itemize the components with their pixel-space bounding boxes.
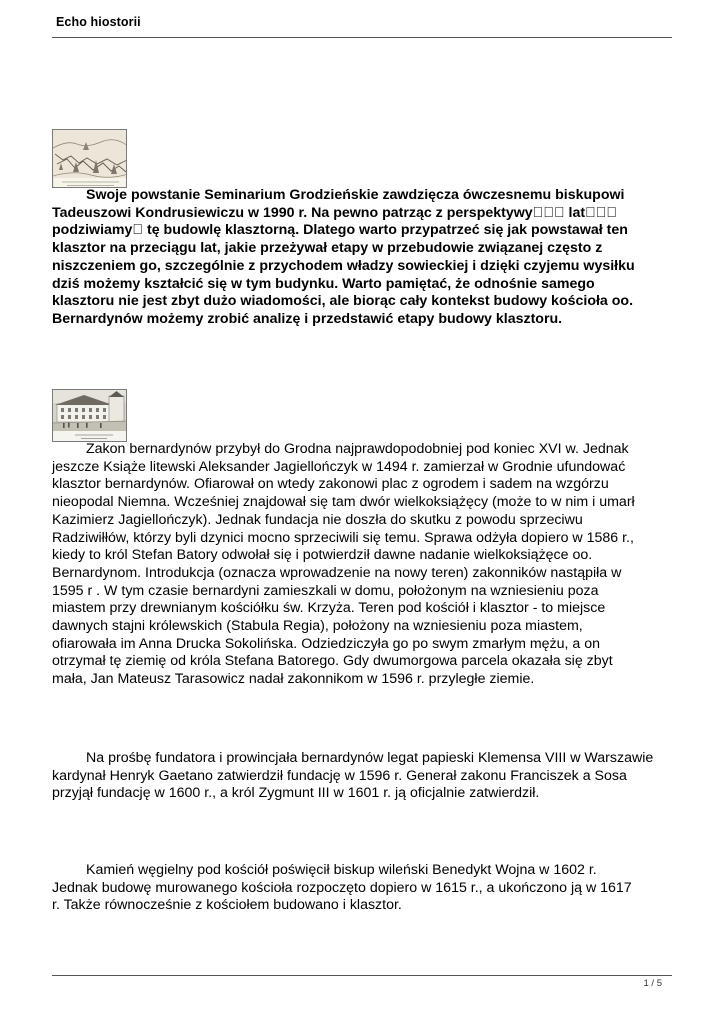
paragraph-line: Zakon bernardynów przybył do Grodna najprawdopodobniej pod koniec XVI w. Jednak [86,441,629,457]
engraving-illustration [53,130,127,188]
paragraph-line: niszczeniem go, szczególnie z przychodem władzy sowieckiej i dzięki czyjemu wysiłku [52,257,635,274]
paragraph-line: dawnych stajni królewskich (Stabula Regia), położony na wzniesieniu poza miastem, [52,618,583,635]
paragraph-line: kardynał Henryk Gaetano zatwierdził fundację w 1596 r. Generał zakonu Franciszek a Sosa [52,767,627,784]
paragraph-line: ofiarowała im Anna Drucka Sokolińska. Odziedziczyła go po swym zmarłym mężu, a on [52,635,601,652]
paragraph-line: klasztor bernardynów. Ofiarował on wtedy zakonowi plac z ogrodem i sadem na wzgórzu [52,476,609,493]
paragraph-line: kiedy to król Stefan Batory odwołał się i potwierdził dawne nadanie wielkoksiążęce oo. [52,547,593,564]
paragraph-line: klasztor na przeciągu lat, jakie przeżywał etapy w przebudowie związanej często z [52,240,603,257]
history-paragraph-2 [52,750,672,803]
page-title: Echo hiostorii [56,15,141,29]
paragraph-line: miastem przy drewnianym kościółku św. Krzyża. Teren pod kościół i klasztor - to miejsce [52,600,606,617]
monastery-photo [53,390,127,442]
paragraph-line: Bernardynów możemy zrobić analizę i przedstawić etapy budowy klasztoru. [52,310,563,327]
history-paragraph-1 [52,441,672,689]
paragraph-line: Bernardynom. Introdukcja (oznacza wprowadzenie na nowy teren) zakonników nastąpiła w [52,564,622,581]
page-number: 1 / 5 [643,978,662,989]
page-footer [52,975,672,989]
engraving-thumbnail-image[interactable] [52,129,127,188]
paragraph-line: 1595 r . W tym czasie bernardyni zamieszkali w domu, położonym na wzniesieniu poza [52,582,599,599]
paragraph-line: nieopodal Niemna. Wcześniej znajdował się tam dwór wielkoksiążęcy (może to w nim i umarł [52,494,635,511]
paragraph-line: Radziwiłłów, którzy byli dzynici mocno sprzeciwili się temu. Sprawa odżyła dopiero w 1586 r., [52,529,634,546]
paragraph-line: Swoje powstanie Seminarium Grodzieńskie zawdzięcza ówczesnemu biskupowi [86,187,625,203]
paragraph-line: Na prośbę fundatora i prowincjała bernardynów legat papieski Klemensa VIII w Warszawie [86,750,654,766]
paragraph-line: mała, Jan Mateusz Tarasowicz nadał zakonnikom w 1596 r. przyległe ziemie. [52,671,535,688]
history-paragraph-3 [52,862,672,915]
paragraph-line: klasztoru nie jest zbyt dużo wiadomości, ale biorąc cały kontekst budowy kościoła oo. [52,293,634,310]
intro-paragraph [52,187,672,329]
monastery-photo-thumbnail-image[interactable] [52,389,127,442]
page-header [52,14,672,38]
paragraph-line: Jednak budowę murowanego kościoła rozpoczęto dopiero w 1615 r., a ukończono ją w 1617 [52,879,632,896]
paragraph-line: podziwiamy  tę budowlę klasztorną. Dlatego warto przypatrzeć się jak powstawał ten [52,222,628,239]
paragraph-line: r. Także równocześnie z kościołem budowano i klasztor. [52,897,402,914]
paragraph-line: jeszcze Książe litewski Aleksander Jagiellończyk w 1494 r. zamierzał w Grodnie ufundować [52,458,626,475]
paragraph-line: Kazimierz Jagiellończyk). Jednak fundacja nie doszła do skutku z powodu sprzeciwu [52,511,583,528]
paragraph-line: otrzymał tę ziemię od króla Stefana Batorego. Gdy dwumorgowa parcela okazała się zbyt [52,653,613,670]
paragraph-line: przyjął fundację w 1600 r., a król Zygmunt III w 1601 r. ją oficjalnie zatwierdził. [52,785,540,802]
paragraph-line: dziś możemy kształcić się w tym budynku. Warto pamiętać, że odnośnie samego [52,275,595,292]
paragraph-line: Kamień węgielny pod kościół poświęcił biskup wileński Benedykt Wojna w 1602 r. [86,862,597,878]
paragraph-line: Tadeuszowi Kondrusiewiczu w 1990 r. Na pewno patrząc z perspektywy    lat    [52,204,618,221]
